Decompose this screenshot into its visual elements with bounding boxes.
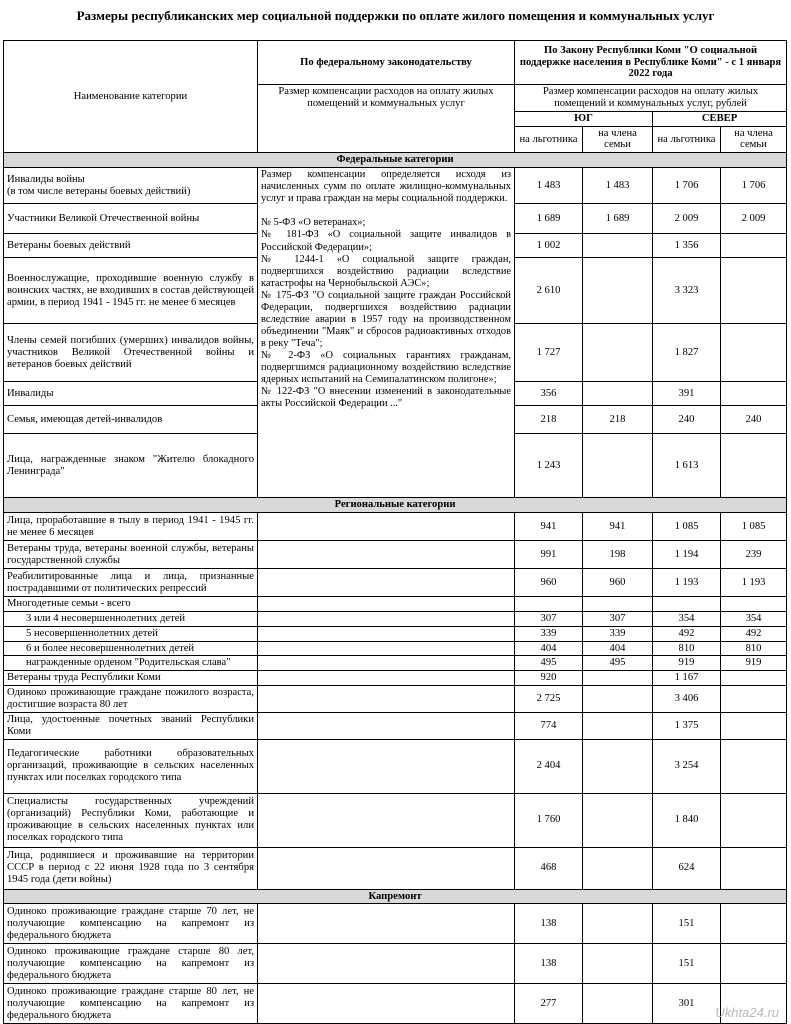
category-name: Военнослужащие, проходившие военную службу в воинских частях, не входивших в состав действующей армии, в период 1941 - 1945 гг. не менее 6 месяцев (4, 258, 258, 324)
category-name: Одиноко проживающие граждане пожилого возраста, достигшие возраста 80 лет (4, 686, 258, 713)
table-row (4, 168, 787, 204)
table-row (4, 944, 787, 984)
category-name: Лица, проработавшие в тылу в период 1941 - 1945 гг. не менее 6 месяцев (4, 513, 258, 541)
header-category: Наименование категории (4, 41, 258, 153)
north-family-value (721, 904, 787, 944)
south-beneficiary-value: 356 (515, 382, 583, 406)
south-family-value (583, 847, 653, 889)
category-name: 3 или 4 несовершеннолетних детей (4, 611, 258, 626)
south-family-value (583, 984, 653, 1024)
south-family-value (583, 793, 653, 847)
north-beneficiary-value: 1 167 (653, 671, 721, 686)
category-name: Одиноко проживающие граждане старше 70 лет, не получающие компенсацию на капремонт из федерального бюджета (4, 904, 258, 944)
benefits-table (3, 40, 787, 1024)
north-family-value (721, 234, 787, 258)
south-family-value: 1 689 (583, 204, 653, 234)
south-beneficiary-value: 468 (515, 847, 583, 889)
south-family-value (583, 944, 653, 984)
north-family-value: 2 009 (721, 204, 787, 234)
south-beneficiary-value: 920 (515, 671, 583, 686)
south-family-value (583, 739, 653, 793)
north-family-value: 810 (721, 641, 787, 656)
table-row (4, 611, 787, 626)
table-row (4, 671, 787, 686)
north-beneficiary-value: 1 356 (653, 234, 721, 258)
north-beneficiary-value (653, 597, 721, 612)
table-row (4, 904, 787, 944)
category-name: Лица, награжденные знаком "Жителю блокадного Ленинграда" (4, 434, 258, 498)
federal-empty-cell (258, 611, 515, 626)
south-beneficiary-value: 2 725 (515, 686, 583, 713)
table-row (4, 793, 787, 847)
north-beneficiary-value: 2 009 (653, 204, 721, 234)
north-beneficiary-value: 810 (653, 641, 721, 656)
south-family-value (583, 382, 653, 406)
category-name: 5 несовершеннолетних детей (4, 626, 258, 641)
south-beneficiary-value: 307 (515, 611, 583, 626)
north-family-value: 354 (721, 611, 787, 626)
federal-empty-cell (258, 626, 515, 641)
south-beneficiary-value: 218 (515, 406, 583, 434)
north-family-value (721, 597, 787, 612)
north-beneficiary-value: 3 406 (653, 686, 721, 713)
south-family-value (583, 671, 653, 686)
south-beneficiary-value: 495 (515, 656, 583, 671)
south-family-value (583, 597, 653, 612)
federal-empty-cell (258, 904, 515, 944)
section-row (4, 889, 787, 904)
table-row (4, 686, 787, 713)
south-family-value: 960 (583, 569, 653, 597)
table-row (4, 984, 787, 1024)
table-row (4, 847, 787, 889)
category-name: Члены семей погибших (умерших) инвалидов войны, участников Великой Отечественной войны и ветеранов боевых действий (4, 324, 258, 382)
north-family-value (721, 793, 787, 847)
south-beneficiary-value: 2 610 (515, 258, 583, 324)
page-title: Размеры республиканских мер социальной поддержки по оплате жилого помещения и коммунальных услуг (76, 8, 715, 23)
header-north: СЕВЕР (653, 111, 787, 126)
header-federal-law: По федеральному законодательству (258, 41, 515, 85)
north-family-value (721, 847, 787, 889)
federal-empty-cell (258, 686, 515, 713)
north-beneficiary-value: 1 193 (653, 569, 721, 597)
north-beneficiary-value: 492 (653, 626, 721, 641)
section-heading: Федеральные категории (4, 153, 787, 168)
table-body (4, 41, 787, 1024)
category-name: 6 и более несовершеннолетних детей (4, 641, 258, 656)
south-beneficiary-value: 1 760 (515, 793, 583, 847)
south-family-value: 218 (583, 406, 653, 434)
category-name: Реабилитированные лица и лица, признанные пострадавшими от политических репрессий (4, 569, 258, 597)
category-name: Одиноко проживающие граждане старше 80 лет, не получающие компенсацию на капремонт из федерального бюджета (4, 984, 258, 1024)
federal-empty-cell (258, 944, 515, 984)
category-name: Инвалиды (4, 382, 258, 406)
north-family-value: 492 (721, 626, 787, 641)
federal-empty-cell (258, 541, 515, 569)
north-family-value (721, 671, 787, 686)
north-beneficiary-value: 1 706 (653, 168, 721, 204)
federal-empty-cell (258, 656, 515, 671)
north-beneficiary-value: 919 (653, 656, 721, 671)
north-beneficiary-value: 354 (653, 611, 721, 626)
north-family-value: 240 (721, 406, 787, 434)
south-beneficiary-value: 1 689 (515, 204, 583, 234)
header-row-law (4, 41, 787, 85)
south-beneficiary-value (515, 597, 583, 612)
north-family-value (721, 739, 787, 793)
south-family-value (583, 712, 653, 739)
federal-empty-cell (258, 847, 515, 889)
category-name: Семья, имеющая детей-инвалидов (4, 406, 258, 434)
north-family-value: 1 085 (721, 513, 787, 541)
north-family-value: 1 706 (721, 168, 787, 204)
category-name: Участники Великой Отечественной войны (4, 204, 258, 234)
north-beneficiary-value: 3 323 (653, 258, 721, 324)
north-family-value: 1 193 (721, 569, 787, 597)
south-family-value: 307 (583, 611, 653, 626)
federal-empty-cell (258, 597, 515, 612)
federal-empty-cell (258, 793, 515, 847)
south-family-value: 404 (583, 641, 653, 656)
north-beneficiary-value: 240 (653, 406, 721, 434)
category-name: Многодетные семьи - всего (4, 597, 258, 612)
north-beneficiary-value: 1 827 (653, 324, 721, 382)
table-row (4, 597, 787, 612)
south-family-value: 198 (583, 541, 653, 569)
south-beneficiary-value: 404 (515, 641, 583, 656)
header-komi-size: Размер компенсации расходов на оплату жилых помещений и коммунальных услуг, рублей (515, 85, 787, 112)
table-row (4, 656, 787, 671)
header-south: ЮГ (515, 111, 653, 126)
north-beneficiary-value: 1 613 (653, 434, 721, 498)
watermark: Ukhta24.ru (715, 1005, 779, 1020)
north-beneficiary-value: 624 (653, 847, 721, 889)
category-name: Инвалиды войны (в том числе ветераны боевых действий) (4, 168, 258, 204)
table-row (4, 513, 787, 541)
south-family-value (583, 434, 653, 498)
table-row (4, 712, 787, 739)
south-beneficiary-value: 1 243 (515, 434, 583, 498)
south-family-value: 1 483 (583, 168, 653, 204)
north-family-value (721, 324, 787, 382)
federal-empty-cell (258, 513, 515, 541)
table-row (4, 569, 787, 597)
south-beneficiary-value: 1 002 (515, 234, 583, 258)
north-beneficiary-value: 1 085 (653, 513, 721, 541)
federal-law-description: Размер компенсации определяется исходя из начисленных сумм по оплате жилищно-коммунальных услуг и права граждан на меры социальной поддержки. № 5-ФЗ «О ветеранах»; № 181-ФЗ «О социальной защите инвалидов в Российской Федерации»; № 1244-1 «О социальной защите граждан, подвергшихся воздействию радиации вследствие катастрофы на Чернобыльской АЭС»; № 175-ФЗ "О социальной защите граждан Российской Федерации, подвергшихся воздействию радиации вследствие аварии в 1957 году на производственном объединении "Маяк" и сбросов радиоактивных отходов в реку "Теча"; № 2-ФЗ «О социальных гарантиях гражданам, подвергшимся радиационному воздействию вследствие ядерных испытаний на Семипалатинском полигоне»; № 122-ФЗ "О внесении изменений в законодательные акты Российской Федерации ..." (258, 168, 515, 498)
category-name: Ветераны труда Республики Коми (4, 671, 258, 686)
category-name: Педагогические работники образовательных организаций, проживающие в сельских населенных пунктах или поселках городского типа (4, 739, 258, 793)
south-beneficiary-value: 1 483 (515, 168, 583, 204)
section-row (4, 498, 787, 513)
header-south-family: на члена семьи (583, 126, 653, 153)
north-family-value (721, 382, 787, 406)
section-heading: Региональные категории (4, 498, 787, 513)
category-name: Одиноко проживающие граждане старше 80 лет, получающие компенсацию на капремонт из федерального бюджета (4, 944, 258, 984)
south-beneficiary-value: 941 (515, 513, 583, 541)
section-row (4, 153, 787, 168)
south-beneficiary-value: 960 (515, 569, 583, 597)
south-family-value (583, 904, 653, 944)
south-beneficiary-value: 2 404 (515, 739, 583, 793)
federal-empty-cell (258, 671, 515, 686)
federal-empty-cell (258, 712, 515, 739)
south-beneficiary-value: 1 727 (515, 324, 583, 382)
header-federal-size: Размер компенсации расходов на оплату жилых помещений и коммунальных услуг (258, 85, 515, 153)
south-beneficiary-value: 339 (515, 626, 583, 641)
north-family-value (721, 686, 787, 713)
category-name: Лица, удостоенные почетных званий Республики Коми (4, 712, 258, 739)
table-row (4, 641, 787, 656)
south-family-value: 941 (583, 513, 653, 541)
category-name: Ветераны труда, ветераны военной службы, ветераны государственной службы (4, 541, 258, 569)
south-beneficiary-value: 774 (515, 712, 583, 739)
north-family-value (721, 258, 787, 324)
south-beneficiary-value: 991 (515, 541, 583, 569)
south-family-value (583, 686, 653, 713)
header-north-beneficiary: на льготника (653, 126, 721, 153)
south-family-value (583, 258, 653, 324)
south-family-value (583, 234, 653, 258)
category-name: Ветераны боевых действий (4, 234, 258, 258)
federal-empty-cell (258, 569, 515, 597)
south-family-value (583, 324, 653, 382)
category-name: Специалисты государственных учреждений (организаций) Республики Коми, работающие и проживающие в сельских населенных пунктах или поселках городского типа (4, 793, 258, 847)
north-family-value (721, 434, 787, 498)
north-beneficiary-value: 1 375 (653, 712, 721, 739)
north-family-value: 919 (721, 656, 787, 671)
header-komi-law: По Закону Республики Коми "О социальной поддержке населения в Республике Коми" - с 1 января 2022 года (515, 41, 787, 85)
north-beneficiary-value: 1 194 (653, 541, 721, 569)
header-south-beneficiary: на льготника (515, 126, 583, 153)
federal-empty-cell (258, 984, 515, 1024)
south-beneficiary-value: 138 (515, 904, 583, 944)
section-heading: Капремонт (4, 889, 787, 904)
north-beneficiary-value: 151 (653, 944, 721, 984)
south-family-value: 495 (583, 656, 653, 671)
table-row (4, 626, 787, 641)
north-family-value: 239 (721, 541, 787, 569)
north-beneficiary-value: 391 (653, 382, 721, 406)
federal-empty-cell (258, 641, 515, 656)
north-family-value (721, 712, 787, 739)
category-name: Лица, родившиеся и проживавшие на территории СССР в период с 22 июня 1928 года по 3 сентября 1945 года (дети войны) (4, 847, 258, 889)
header-north-family: на члена семьи (721, 126, 787, 153)
south-beneficiary-value: 277 (515, 984, 583, 1024)
north-beneficiary-value: 151 (653, 904, 721, 944)
table-row (4, 541, 787, 569)
table-row (4, 739, 787, 793)
federal-empty-cell (258, 739, 515, 793)
category-name: награжденные орденом "Родительская слава" (4, 656, 258, 671)
north-family-value (721, 944, 787, 984)
south-beneficiary-value: 138 (515, 944, 583, 984)
north-beneficiary-value: 301 (653, 984, 721, 1024)
south-family-value: 339 (583, 626, 653, 641)
north-beneficiary-value: 1 840 (653, 793, 721, 847)
north-beneficiary-value: 3 254 (653, 739, 721, 793)
